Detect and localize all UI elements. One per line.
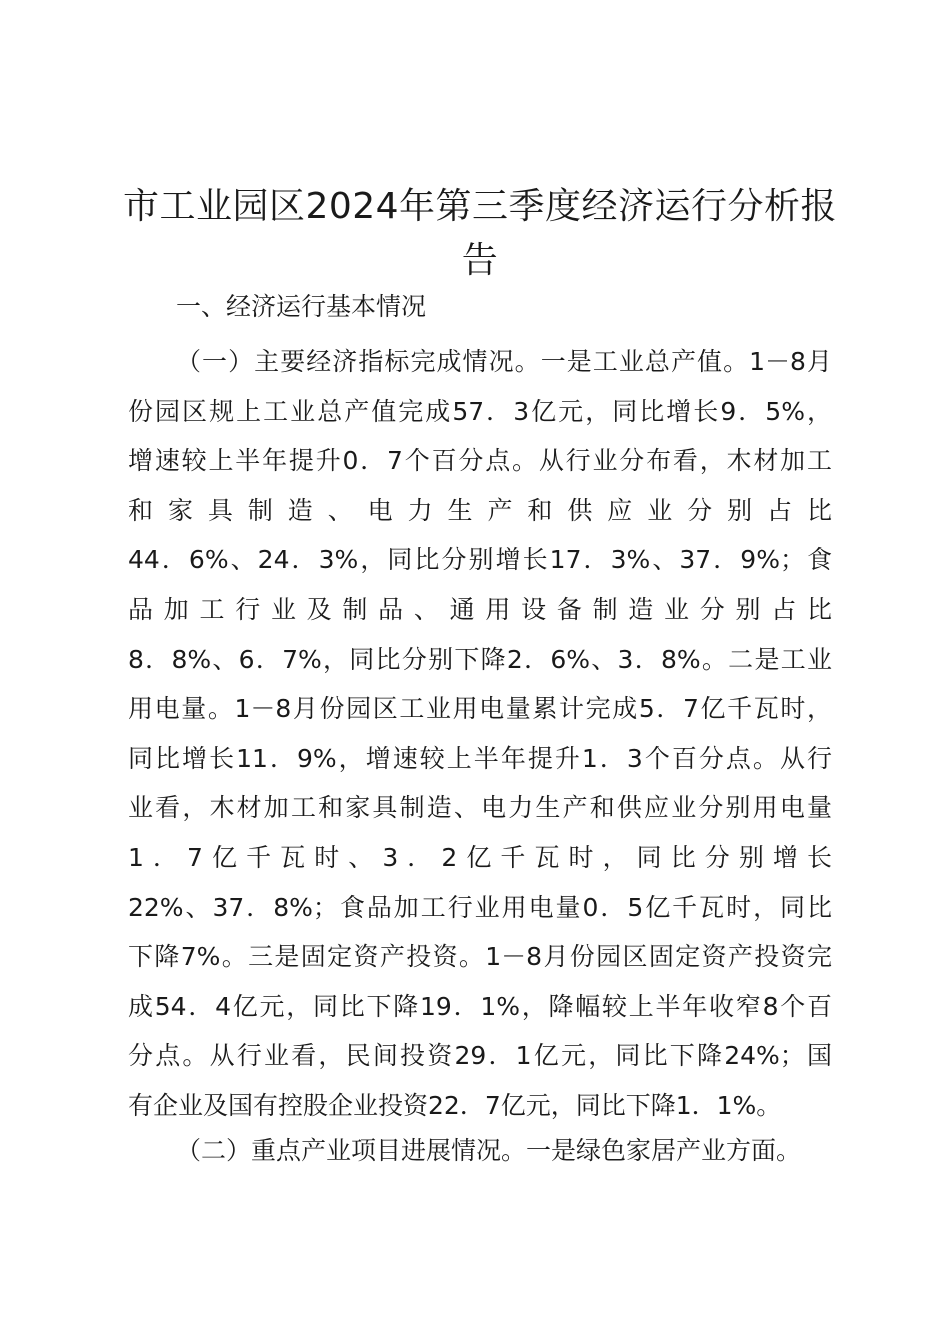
document-title: 市工业园区2024年第三季度经济运行分析报告 [122, 186, 838, 281]
paragraph-main-indicators [128, 337, 832, 1131]
paragraph-line: 分点。从行业看，民间投资29．1亿元，同比下降24%；国 [128, 1041, 832, 1071]
paragraph-line: 1．7亿千瓦时、3．2亿千瓦时，同比分别增长 [128, 842, 832, 872]
paragraph-line: 22%、37．8%；食品加工行业用电量0．5亿千瓦时，同比 [128, 892, 832, 922]
paragraph-line: 44．6%、24．3%，同比分别增长17．3%、37．9%；食 [128, 545, 832, 575]
paragraph-line: 品加工行业及制品、通用设备制造业分别占比 [128, 594, 832, 624]
paragraph-line: 同比增长11．9%，增速较上半年提升1．3个百分点。从行 [128, 743, 832, 773]
paragraph-line: 份园区规上工业总产值完成57．3亿元，同比增长9．5%， [128, 396, 832, 426]
paragraph-line: 业看，木材加工和家具制造、电力生产和供应业分别用电量 [128, 793, 832, 823]
paragraph-key-projects: （二）重点产业项目进展情况。一是绿色家居产业方面。 [176, 1136, 802, 1165]
paragraph-line: 和家具制造、电力生产和供应业分别占比 [128, 495, 832, 525]
paragraph-line: 增速较上半年提升0．7个百分点。从行业分布看，木材加工 [128, 446, 832, 476]
paragraph-line: 用电量。1－8月份园区工业用电量累计完成5．7亿千瓦时， [128, 694, 832, 724]
paragraph-line: 下降7%。三是固定资产投资。1－8月份园区固定资产投资完 [128, 942, 832, 972]
section-heading: 一、经济运行基本情况 [176, 292, 427, 321]
paragraph-line: （一）主要经济指标完成情况。一是工业总产值。1－8月 [176, 347, 832, 376]
paragraph-line: 8．8%、6．7%，同比分别下降2．6%、3．8%。二是工业 [128, 644, 832, 674]
paragraph-line: 成54．4亿元，同比下降19．1%，降幅较上半年收窄8个百 [128, 991, 832, 1021]
paragraph-line: 有企业及国有控股企业投资22．7亿元，同比下降1．1%。 [128, 1090, 782, 1120]
